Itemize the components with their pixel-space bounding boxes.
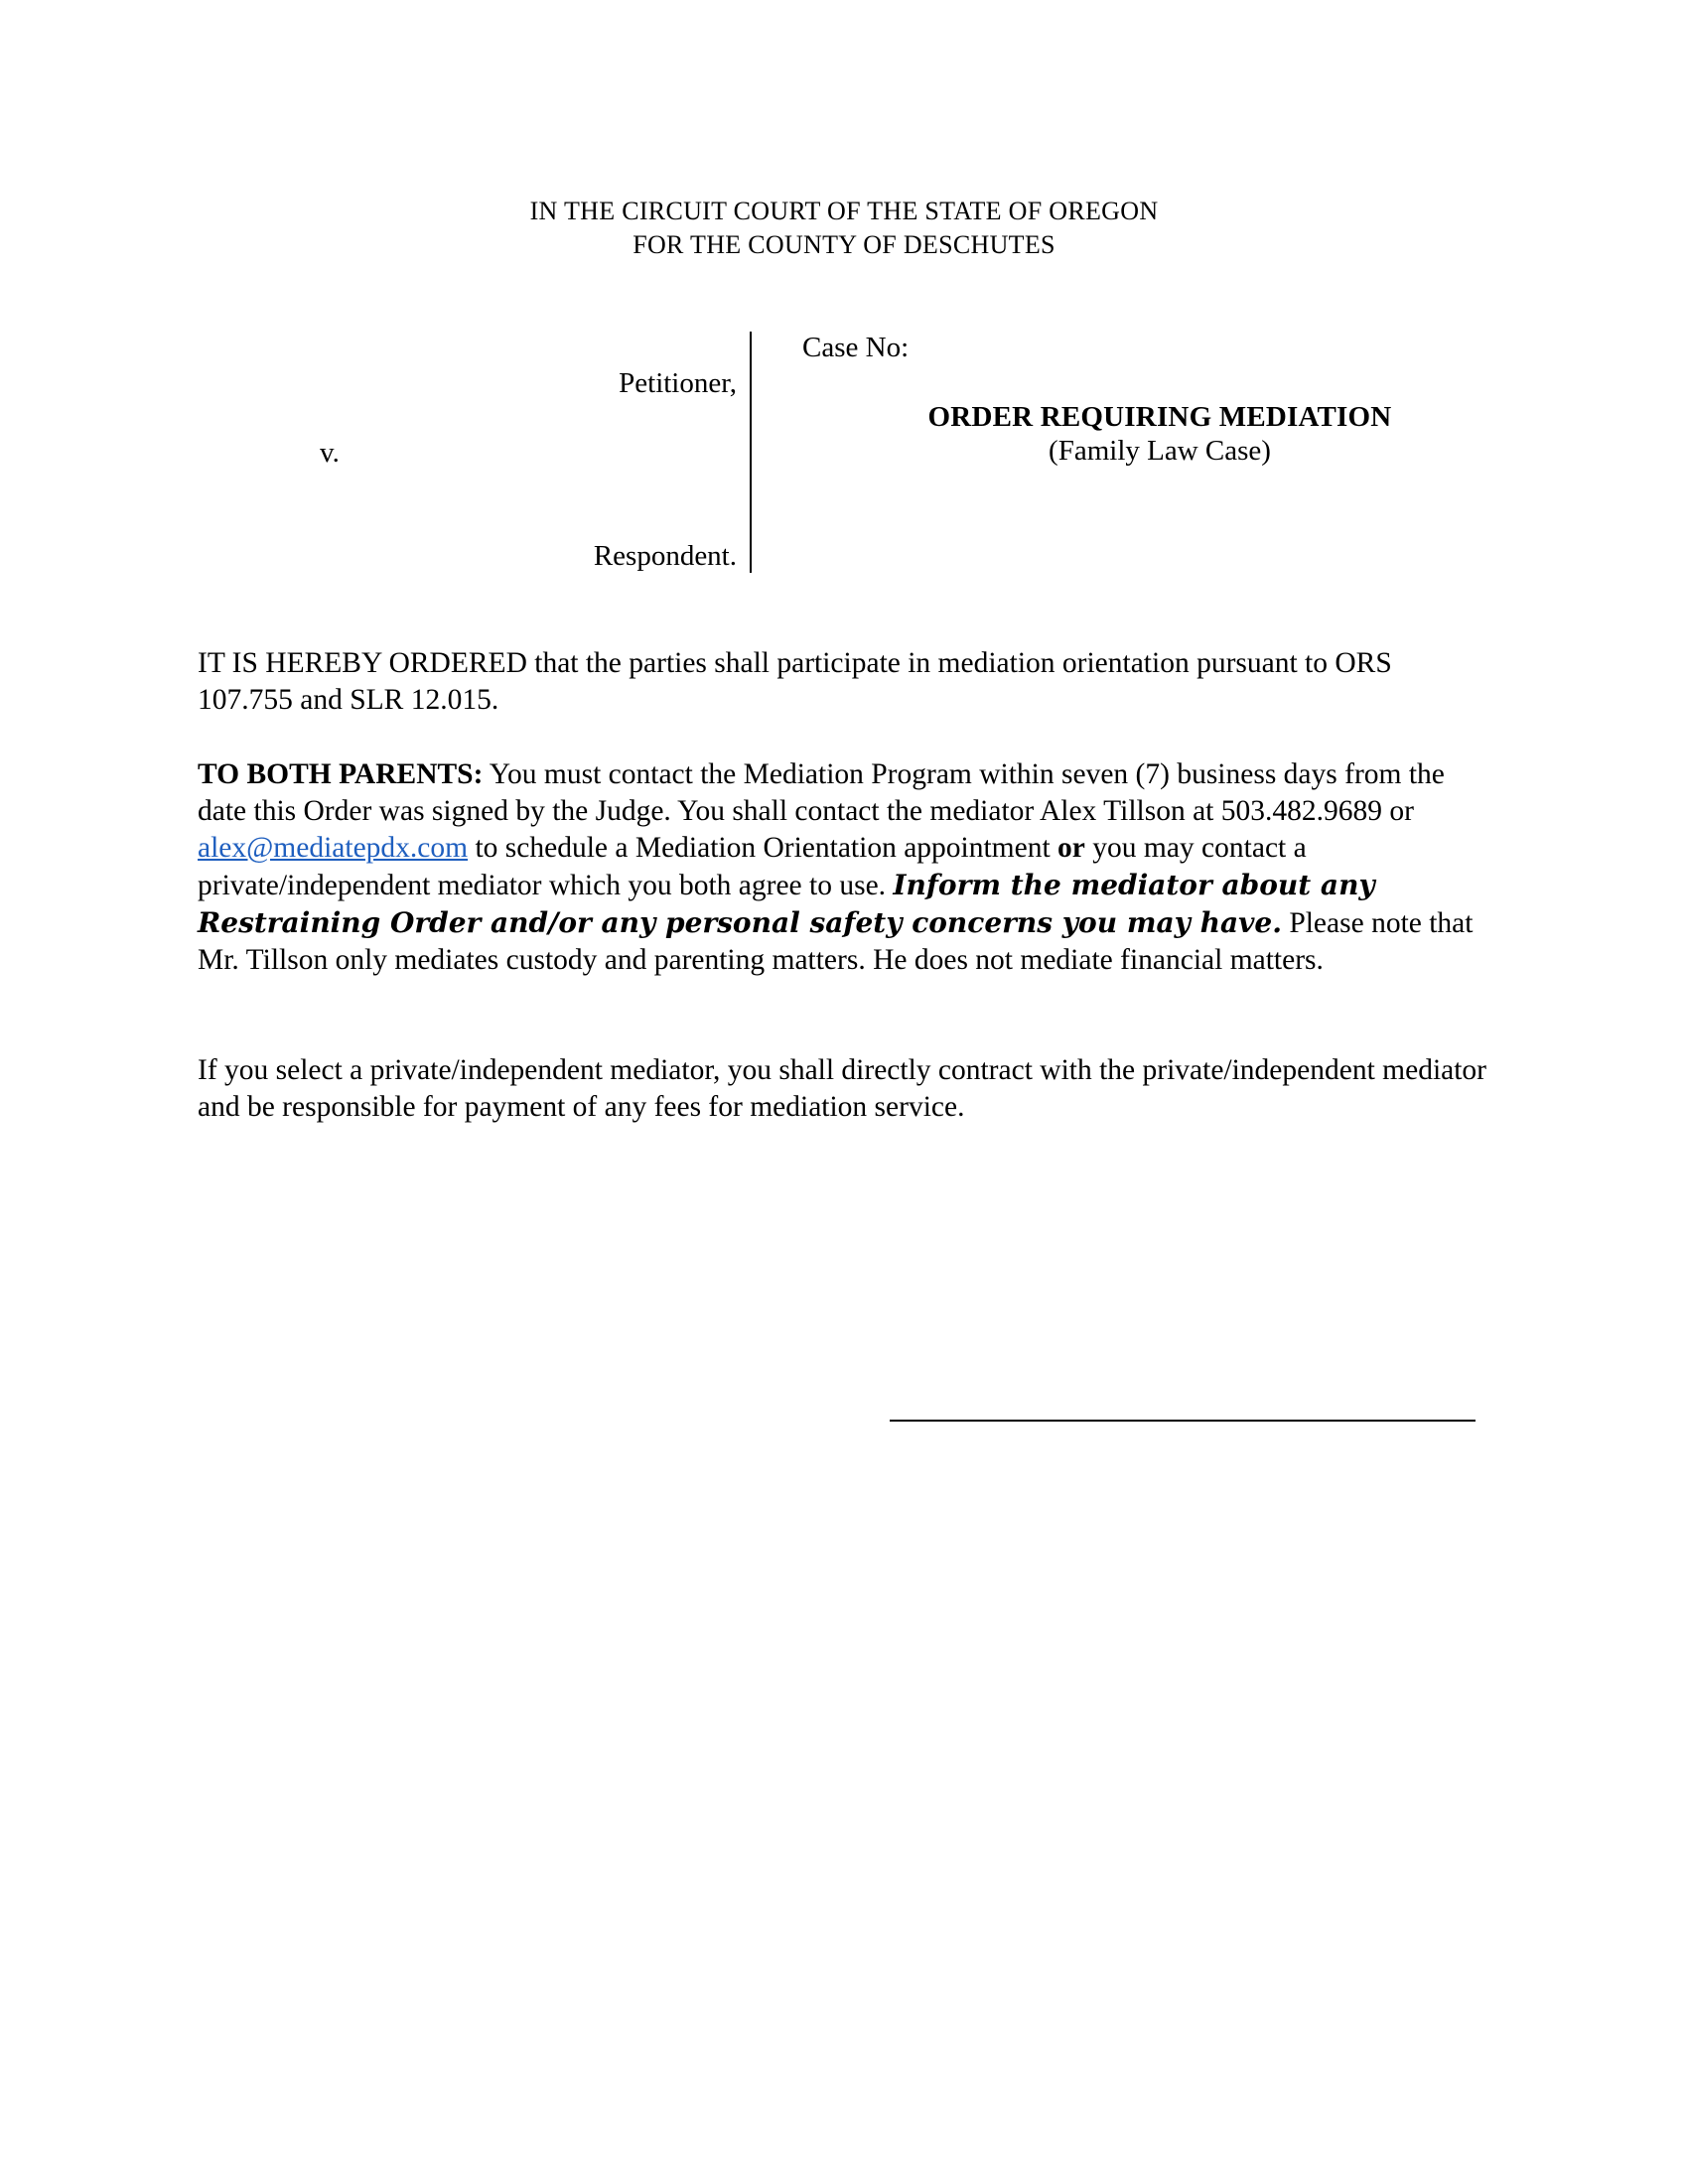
- respondent-label: Respondent.: [593, 540, 737, 572]
- order-title: ORDER REQUIRING MEDIATION: [927, 401, 1392, 433]
- order-subtitle: (Family Law Case): [1049, 435, 1271, 467]
- county-line: FOR THE COUNTY OF DESCHUTES: [633, 230, 1055, 259]
- parents-instructions-paragraph: [198, 756, 1488, 979]
- petitioner-label: Petitioner,: [619, 367, 737, 399]
- instructions-text: you may contact a private/independent mediator which you both agree to use.: [198, 832, 1307, 901]
- versus-label: v.: [320, 437, 340, 469]
- instructions-text: to schedule a Mediation Orientation appointment: [468, 832, 1058, 864]
- instructions-text: You must contact the Mediation Program within seven (7) business days from the date this Order was signed by the Judge. You shall contact the mediator Alex Tillson at 503.482.9689 or: [198, 758, 1445, 827]
- parents-heading: TO BOTH PARENTS:: [198, 758, 484, 790]
- case-number-label: Case No:: [802, 332, 910, 363]
- case-caption-parties: [199, 332, 737, 576]
- or-emphasis: or: [1057, 832, 1085, 864]
- instructions-text: Please note that Mr. Tillson only mediates custody and parenting matters. He does not mediate financial matters.: [198, 907, 1474, 976]
- judge-signature-line: [890, 1420, 1476, 1422]
- caption-divider: [750, 332, 752, 573]
- private-mediator-paragraph: If you select a private/independent mediator, you shall directly contract with the private/independent mediator and be responsible for payment of any fees for mediation service.: [198, 1054, 1486, 1123]
- order-paragraph: IT IS HEREBY ORDERED that the parties shall participate in mediation orientation pursuant to ORS 107.755 and SLR 12.015.: [198, 647, 1392, 716]
- safety-notice: Inform the mediator about any Restraining Order and/or any personal safety concerns you may have.: [198, 869, 1375, 939]
- mediator-email-link[interactable]: alex@mediatepdx.com: [198, 832, 469, 864]
- court-name-line: IN THE CIRCUIT COURT OF THE STATE OF OREGON: [529, 197, 1159, 225]
- court-header: [0, 195, 1688, 262]
